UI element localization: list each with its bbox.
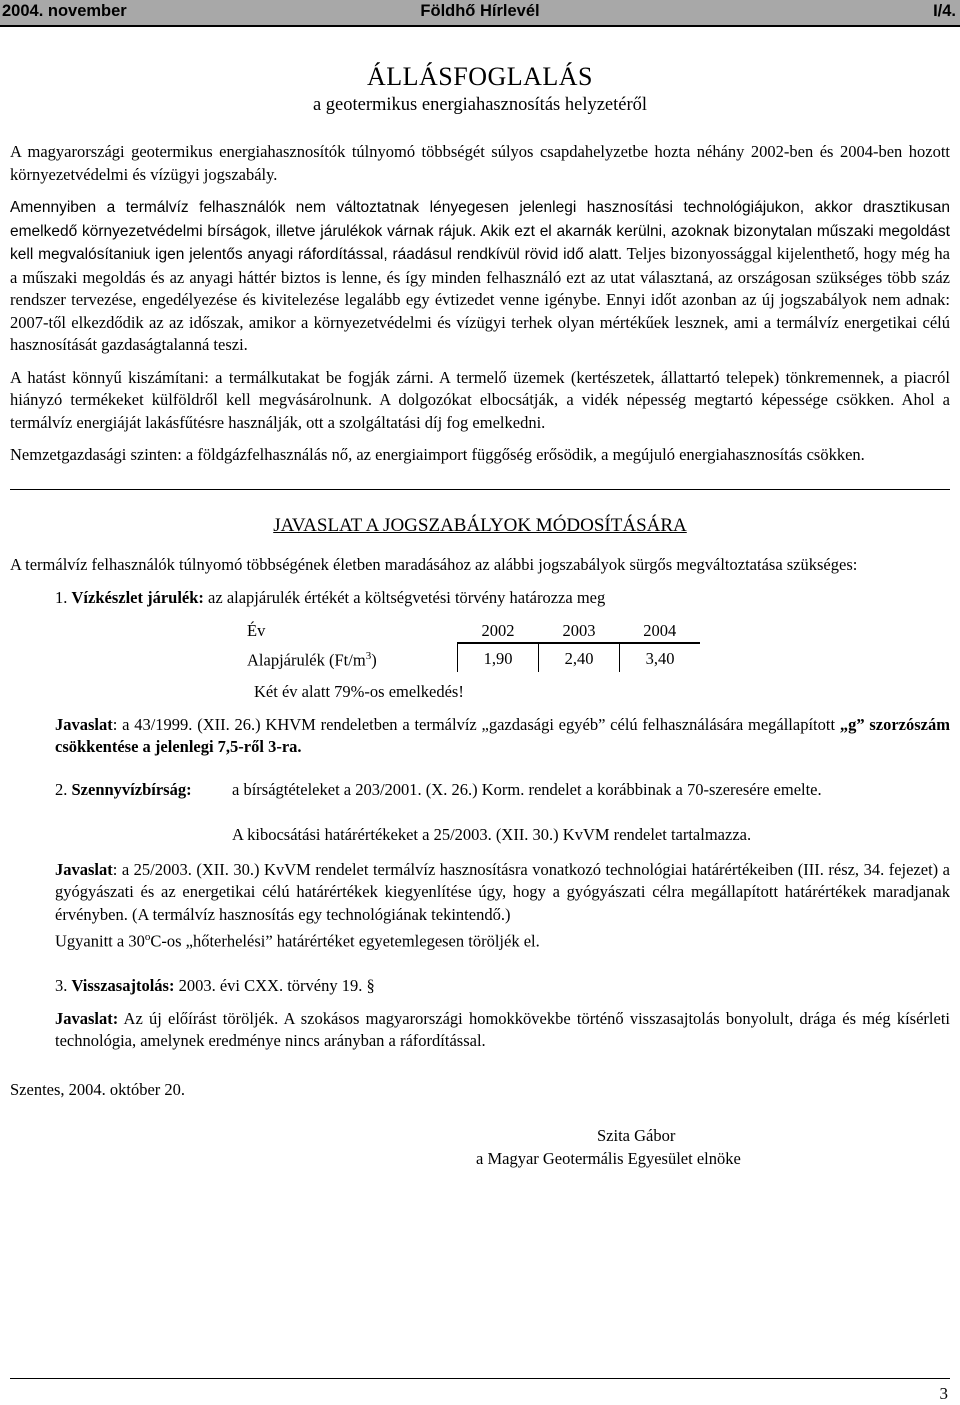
section-title: JAVASLAT A JOGSZABÁLYOK MÓDOSÍTÁSÁRA: [273, 514, 687, 536]
impact-paragraph-serif: Teljes bizonyossággal kijelenthető, hogy még ha a műszaki megoldás és az anyagi háttér biztos is lenne, és így minden felhasználó ezt az utat választaná, az országosan szükséges több száz rendszer tervezése, engedélyezése és kivitelezése legalább egy évtizedet venne igénybe. Ennyi időt azonban az új jogszabályok nem adnak: 2007-től elkezdődik az az időszak, amikor a környezetvédelmi és vízügyi terhek olyan mértékűek lesznek, ami a termálvíz energetikai célú hasznosítását gazdaságtalanná teszi.: [10, 244, 950, 354]
impact-paragraph-sans: Amennyiben a termálvíz felhasználók nem változtatnak lényegesen jelenlegi hasznosítási technológiájukon, akkor drasztikusan emelkedő környezetvédelmi bírságok, illetve járulékok várnak rájuk. Akik ezt el akarnák kerülni, azoknak bizonytalan műszaki megoldást kell megvalósítaniuk igen jelentős anyagi ráfordítással, ráadásul rendkívül rövid idő alatt.: [10, 199, 950, 263]
contribution-table: [245, 618, 700, 673]
economy-paragraph: Nemzetgazdasági szinten: a földgázfelhasználás nő, az energiaimport függőség erősödik, a megújuló energiahasznosítás csökken.: [10, 445, 865, 464]
item2-block: [55, 779, 950, 847]
item2-extra: Ugyanitt a 30$^o$C-os „hőterhelési” határértéket egyetemlegesen töröljék el.: [55, 931, 540, 951]
item2-number: 2.: [55, 779, 68, 799]
item2-proposal-label: Javaslat: [55, 859, 113, 879]
table-row-values: [245, 643, 700, 672]
header-date: 2004. november: [2, 2, 127, 20]
item3-number: 3.: [55, 976, 68, 995]
table-year-2002: 2002: [458, 618, 539, 644]
table-row-label: Alapjárulék $(Ft/m^3)$: [247, 650, 377, 670]
page-number: 3: [939, 1384, 948, 1403]
item1-label: Vízkészlet járulék:: [71, 588, 204, 607]
table-row-years: [245, 618, 700, 644]
header-publication: Földhő Hírlevél: [420, 2, 540, 20]
table-value-2002: 1,90: [458, 643, 539, 672]
footer-divider: [10, 1378, 950, 1379]
item3-label: Visszasajtolás:: [71, 976, 175, 995]
item2-line1: a bírságtételeket a 203/2001. (X. 26.) Korm. rendelet a korábbinak a 70-szeresére emelte.: [232, 779, 822, 799]
table-value-2003: 2,40: [539, 643, 620, 672]
signature-name: Szita Gábor: [597, 1126, 676, 1145]
table-year-2004: 2004: [620, 618, 701, 644]
item3-proposal-label: Javaslat:: [55, 1008, 119, 1028]
table-year-2003: 2003: [539, 618, 620, 644]
header-issue: I/4.: [933, 2, 956, 20]
item1-proposal-text: : a 43/1999. (XII. 26.) KHVM rendeletben a termálvíz „gazdasági egyéb” célú felhasználására megállapított: [112, 714, 840, 734]
place-date: Szentes, 2004. október 20.: [10, 1079, 186, 1099]
document-body: [10, 62, 950, 1170]
item2-label: Szennyvízbírság:: [71, 779, 192, 799]
signature-role: a Magyar Geotermális Egyesület elnöke: [476, 1148, 741, 1168]
page-header: [0, 0, 960, 27]
item3-proposal-text: Az új előírást töröljék. A szokásos magyarországi homokkövekbe történő visszasajtolás bonyolult, drága és még kísérleti technológia, amelynek eredménye nincs arányban a ráfordítással.: [55, 1008, 950, 1050]
table-year-label: Év: [247, 621, 266, 640]
item1-proposal-label: Javaslat: [55, 714, 113, 734]
item3-text: 2003. évi CXX. törvény 19. §: [174, 976, 375, 995]
item2-line2: A kibocsátási határértékeket a 25/2003. (XII. 30.) KvVM rendelet tartalmazza.: [232, 825, 752, 844]
item1-number: 1.: [55, 588, 68, 607]
item1-proposal-bold: „g” szorzószám csökkentése a jelenlegi 7,5-ről 3-ra.: [55, 714, 950, 756]
item2-proposal: [55, 859, 950, 927]
item2-proposal-text: : a 25/2003. (XII. 30.) KvVM rendelet termálvíz hasznosításra vonatkozó technológiai határértékeiben (III. rész, 34. fejezet) a gyógyászati és az energetikai célú határértékek kiegyenlítése úgy, hogy a gyógyászati célra megállapított határértékek maradjanak érvényben. (A termálvíz hasznosítás egy technológiának tekintendő.): [55, 859, 950, 924]
item1-proposal: [55, 714, 950, 759]
section-intro: A termálvíz felhasználók túlnyomó többségének életben maradásához az alábbi jogszabályok sürgős megváltoztatása szükséges:: [10, 554, 858, 574]
document-title: ÁLLÁSFOGLALÁS: [366, 62, 594, 91]
section-divider: [10, 489, 950, 490]
item1-heading: [10, 587, 950, 610]
table-value-2004: 3,40: [620, 643, 701, 672]
item3-heading: [55, 975, 950, 998]
impact-paragraph: [10, 196, 950, 357]
item1-note: Két év alatt 79%-os emelkedés!: [254, 682, 464, 701]
item1-text: az alapjárulék értékét a költségvetési törvény határozza meg: [203, 588, 606, 607]
item3-proposal: [55, 1008, 950, 1053]
consequence-paragraph: A hatást könnyű kiszámítani: a termálkutakat be fogják zárni. A termelő üzemek (kertészetek, állattartó telepek) tönkremennek, a piacról hiányzó termékeket külföldről kell megvásárolnunk. A dolgozókat elbocsátják, a vidék népesség megtartó képessége csökken. Ahol a termálvíz energiáját lakásfűtésre használják, ott a szolgáltatási díj fog emelkedni.: [10, 367, 950, 432]
intro-paragraph: A magyarországi geotermikus energiahasznosítók túlnyomó többségét súlyos csapdahelyzetbe hozta néhány 2002-ben és 2004-ben hozott környezetvédelmi és vízügyi jogszabály.: [10, 142, 950, 184]
document-subtitle: a geotermikus energiahasznosítás helyzetéről: [312, 95, 648, 115]
